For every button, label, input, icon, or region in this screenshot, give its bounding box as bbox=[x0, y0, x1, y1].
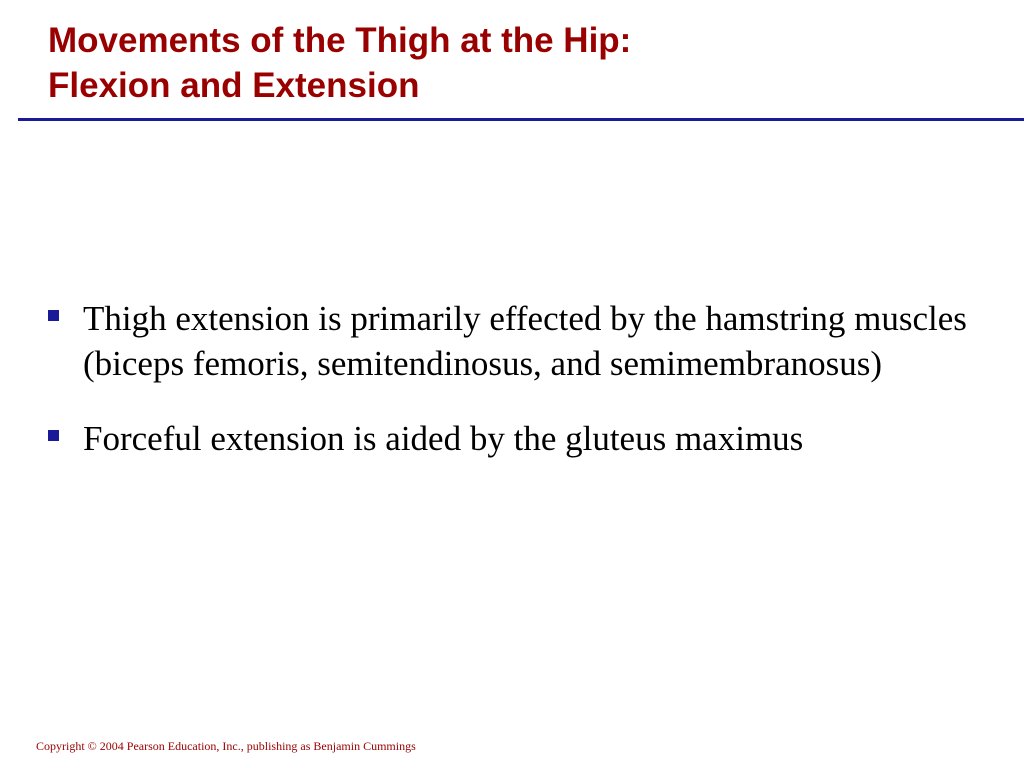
bullet-item bbox=[0, 296, 1024, 386]
copyright-footer: Copyright © 2004 Pearson Education, Inc., publishing as Benjamin Cummings bbox=[36, 739, 416, 753]
title-line-1: Movements of the Thigh at the Hip: bbox=[48, 21, 632, 60]
square-bullet-icon bbox=[48, 310, 59, 321]
bullet-item bbox=[0, 416, 1024, 461]
slide-title bbox=[48, 18, 631, 108]
square-bullet-icon bbox=[48, 430, 59, 441]
bullet-text: Thigh extension is primarily effected by the hamstring muscles (biceps femoris, semitendinosus, and semimembranosus) bbox=[83, 299, 967, 383]
title-line-2: Flexion and Extension bbox=[48, 66, 420, 105]
title-divider bbox=[18, 118, 1024, 121]
bullet-list bbox=[0, 296, 1024, 491]
bullet-text: Forceful extension is aided by the gluteus maximus bbox=[83, 419, 804, 458]
